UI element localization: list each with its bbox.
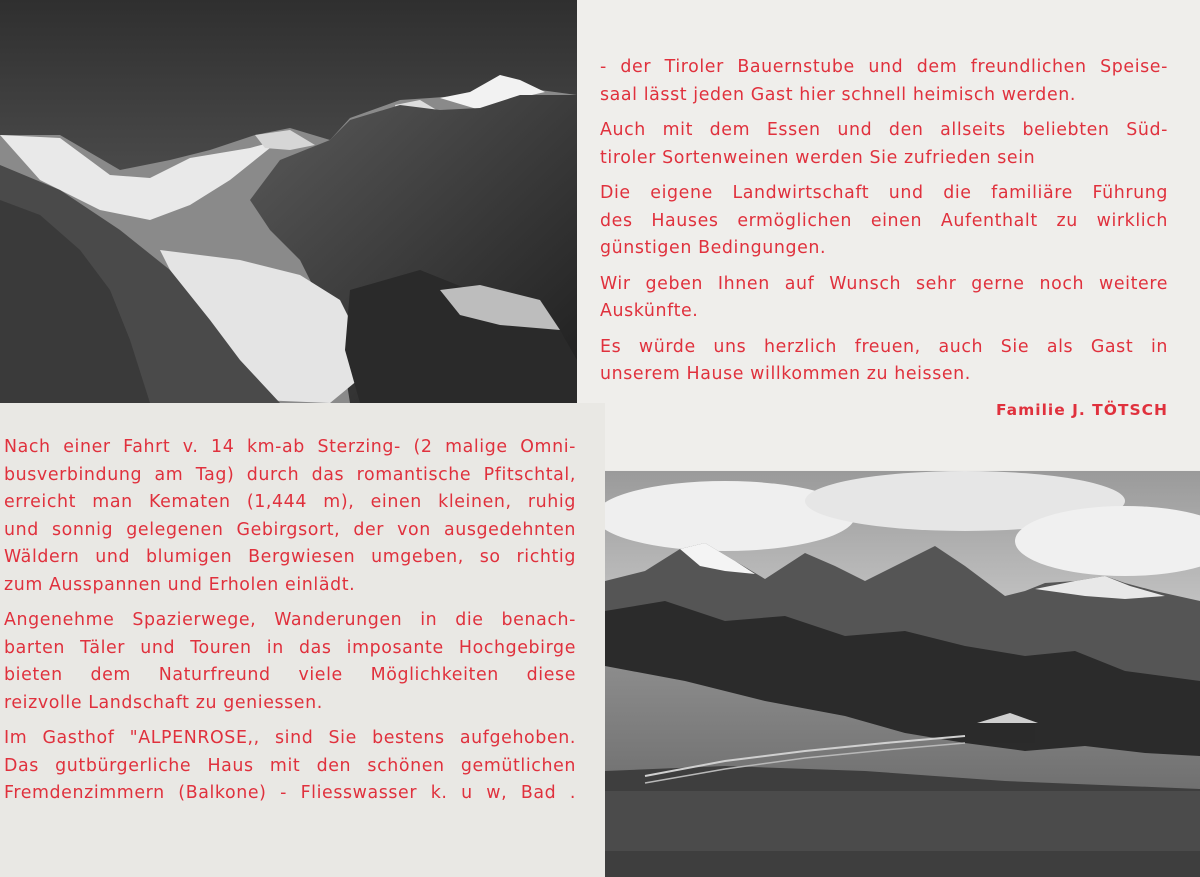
paragraph-walks xyxy=(4,607,576,717)
paragraph-dining xyxy=(600,54,1168,109)
text-line: tiroler Sortenweinen werden Sie zufrieden sein xyxy=(600,147,1036,168)
paragraph-farm xyxy=(600,180,1168,263)
glacier-mountain-photo xyxy=(0,0,577,403)
paragraph-welcome xyxy=(600,334,1168,389)
text-line: zum Ausspannen und Erholen einlädt. xyxy=(4,574,356,595)
text-line: erreicht man Kematen (1,444 m), einen kleinen, ruhig xyxy=(4,492,576,512)
signature: Familie J. TÖTSCH xyxy=(995,400,1168,419)
right-text-column xyxy=(600,54,1168,424)
text-line: Auch mit dem Essen und den allseits beliebten Süd- xyxy=(600,120,1168,140)
text-line: Im Gasthof "ALPENROSE,, sind Sie bestens aufgehoben. xyxy=(4,728,576,748)
text-line: unserem Hause willkommen zu heissen. xyxy=(600,364,971,384)
alpine-meadow-photo xyxy=(605,471,1200,877)
text-line: Es würde uns herzlich freuen, auch Sie als Gast in xyxy=(600,336,1168,357)
text-line: busverbindung am Tag) durch das romantische Pfitschtal, xyxy=(4,464,576,485)
text-line: Wir geben Ihnen auf Wunsch sehr gerne noch weitere xyxy=(600,273,1168,294)
text-line: barten Täler und Touren in das imposante Hochgebirge xyxy=(4,637,576,658)
text-line: Fremdenzimmern (Balkone) - Fliesswasser k. u w, Bad . xyxy=(4,783,576,803)
paragraph-gasthof xyxy=(4,725,576,808)
text-line: Die eigene Landwirtschaft und die familiäre Führung xyxy=(600,183,1168,203)
text-line: bieten dem Naturfreund viele Möglichkeiten diese xyxy=(4,665,576,685)
text-line: Auskünfte. xyxy=(600,301,699,321)
paragraph-info xyxy=(600,271,1168,326)
left-text-column xyxy=(4,434,576,816)
text-line: günstigen Bedingungen. xyxy=(600,238,827,258)
text-line: Nach einer Fahrt v. 14 km-ab Sterzing- (2 malige Omni- xyxy=(4,437,576,457)
text-line: - der Tiroler Bauernstube und dem freundlichen Speise- xyxy=(600,57,1168,77)
text-line: und sonnig gelegenen Gebirgsort, der von ausgedehnten xyxy=(4,519,576,540)
text-line: Angenehme Spazierwege, Wanderungen in die benach- xyxy=(4,610,576,630)
paragraph-food-wine xyxy=(600,117,1168,172)
paragraph-journey xyxy=(4,434,576,599)
text-line: reizvolle Landschaft zu geniessen. xyxy=(4,692,323,713)
text-line: Wäldern und blumigen Bergwiesen umgeben, so richtig xyxy=(4,547,576,567)
text-line: saal lässt jeden Gast hier schnell heimisch werden. xyxy=(600,84,1076,105)
text-line: Das gutbürgerliche Haus mit den schönen gemütlichen xyxy=(4,755,576,776)
text-line: des Hauses ermöglichen einen Aufenthalt zu wirklich xyxy=(600,210,1168,231)
